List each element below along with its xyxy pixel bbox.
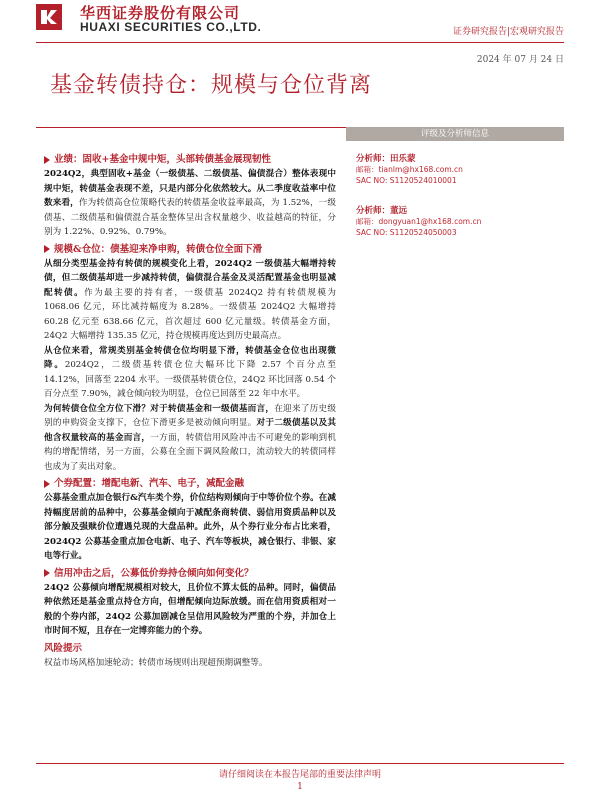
analyst-block (356, 152, 463, 186)
section-heading: 个券配置：增配电新、汽车、电子，减配金融 (44, 476, 336, 491)
risk-heading: 风险提示 (44, 642, 83, 654)
footer-divider (36, 763, 564, 764)
section-individual-bonds (44, 476, 336, 564)
report-title: 基金转债持仓：规模与仓位背离 (50, 73, 373, 98)
paragraph: 24Q2 公募倾向增配规模相对较大，且价位不算太低的品种。同时，偏债品种依然还是基金重点持仓方向，但增配倾向边际放缓。而在信用资质相对一般的个券内部，24Q2 公募加剧减仓呈信用风险较为严重的个券，并加仓上市时间不短，且存在一定博弈能力的个券。 (44, 582, 336, 636)
section-heading: 规模&仓位：债基迎来净申购，转债仓位全面下滑 (44, 242, 336, 257)
summary-body (44, 150, 336, 670)
analyst-email: 邮箱：dongyuan1@hx168.com.cn (356, 217, 482, 226)
bullet-arrow-icon (44, 569, 50, 577)
paragraph: 公募基金重点加仓银行&汽车类个券，价位结构则倾向于中等价位个券。在减持幅度居前的品种中，公募基金倾向于减配条商转债、弱信用资质品种以及部分触及强赎价位遭遇兑现的大盘品种。此外，从个券行业分布占比来看，2024Q2 公募基金重点加仓电新、电子、汽车等板块，减仓银行、非银、家电等行业。 (44, 493, 336, 561)
section-credit-shock (44, 566, 336, 639)
page-number: 1 (297, 782, 303, 792)
footer-legal-note: 请仔细阅读在本报告尾部的重要法律声明 (218, 770, 381, 780)
analyst-section-label: 评级及分析师信息 (346, 127, 564, 141)
analyst-name: 分析师：董远 (356, 206, 408, 216)
report-date: 2024 年 07 月 24 日 (476, 55, 564, 65)
section-heading: 信用冲击之后，公募低价券持仓倾向如何变化？ (44, 566, 336, 581)
section-performance (44, 152, 336, 240)
analyst-name: 分析师：田乐蒙 (356, 154, 416, 164)
analyst-email: 邮箱：tianlm@hx168.com.cn (356, 165, 463, 174)
analyst-sac: SAC NO: S1120524050003 (356, 228, 457, 237)
section-heading: 业绩：固收+基金中规中矩，头部转债基金展现韧性 (44, 152, 336, 167)
paragraph: 从仓位来看，常规类别基金转债仓位均明显下滑，转债基金仓位也出现微降。2024Q2，二级债基转债仓位大幅环比下降 2.57 个百分点至 14.12%，回落至 2204 水平。一级债基转债仓位，24Q2 环比回落 0.54 个百分点至 7.90%，减仓倾向较为明显，仓位已回落至 22 年中水平。 (44, 345, 336, 399)
risk-text: 权益市场风格加速轮动；转债市场规则出现超预期调整等。 (44, 657, 268, 668)
company-logo-icon (36, 4, 62, 30)
analyst-sac: SAC NO: S1120524010001 (356, 176, 457, 185)
bullet-arrow-icon (44, 245, 50, 253)
paragraph: 2024Q2，典型固收+基金（一级债基、二级债基、偏债混合）整体表现中规中矩，转债基金表现不差，只是内部分化依然较大。从二季度收益率中位数来看，作为转债高仓位策略代表的转债基金收益率最高，为 1.52%，一级债基、二级债基和偏债混合基金整体呈出含权量越少、收益越高的特征，分别为 1.22%、0.92%、0.79%。 (44, 169, 336, 237)
report-type: 证券研究报告|宏观研究报告 (452, 27, 564, 37)
section-scale-position (44, 242, 336, 475)
paragraph: 从细分类型基金持有转债的规模变化上看，2024Q2 一级债基大幅增持转债，但二级债基却进一步减持转债，偏债混合基金及灵活配置基金也明显减配转债。作为最主要的持有者，一级债基 2024Q2 持有转债规模为 1068.06 亿元，环比减持幅度为 8.28%。一级债基 2024Q2 大幅增持 60.28 亿元至 638.66 亿元，首次超过 600 亿元量级。转债基金方面，24Q2 大幅增持 135.35 亿元，持仓规模再度达到历史最高点。 (44, 258, 336, 341)
paragraph: 为何转债仓位全方位下滑？对于转债基金和一级债基而言，在迎来了历史级别的申购资金支撑下，仓位下滑更多是被动倾向明显。对于二级债基以及其他含权量较高的基金而言，一方面，转债信用风险冲击不可避免的影响到机构的增配情绪，另一方面，公募在全面下调风险敞口，流动较大的转债同样也成为了卖出对象。 (44, 403, 336, 472)
bullet-arrow-icon (44, 480, 50, 488)
header-divider (36, 42, 564, 43)
bullet-arrow-icon (44, 156, 50, 164)
company-name-en: HUAXI SECURITIES CO.,LTD. (80, 20, 262, 34)
company-name-cn: 华西证券股份有限公司 (80, 4, 241, 22)
analyst-block (356, 204, 481, 238)
